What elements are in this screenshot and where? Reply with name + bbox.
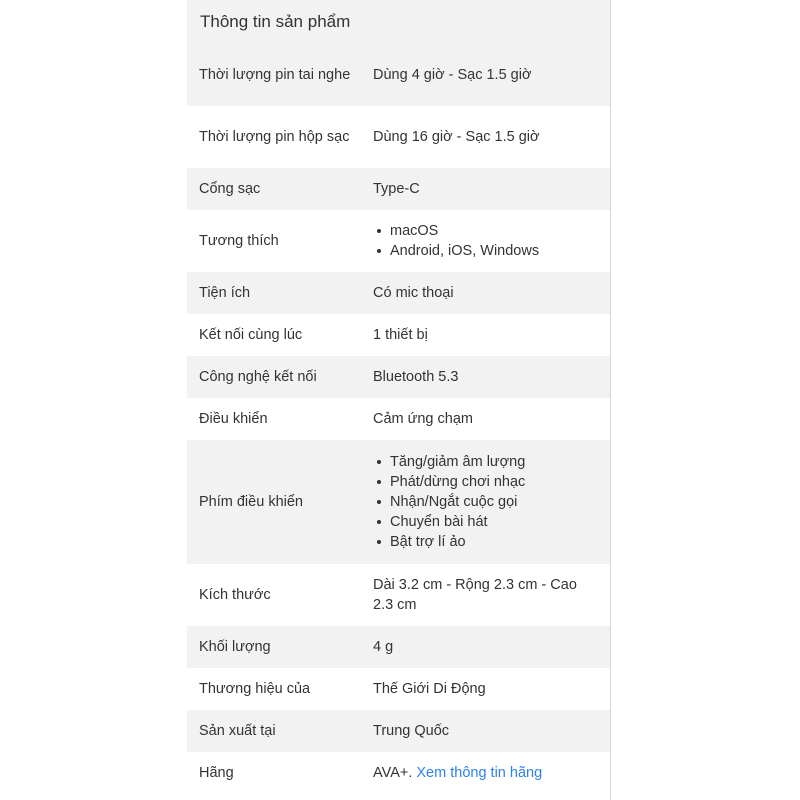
spec-row-simultaneous-connections <box>187 314 610 356</box>
spec-row-utilities <box>187 272 610 314</box>
spec-value <box>373 763 610 783</box>
spec-label: Công nghệ kết nối <box>199 369 317 385</box>
spec-value: 4 g <box>373 639 394 655</box>
view-brand-info-link[interactable]: Xem thông tin hãng <box>416 765 543 781</box>
list-item: Phát/dừng chơi nhạc <box>373 472 600 492</box>
spec-row-case-battery <box>187 106 610 168</box>
spec-row-brand-of <box>187 668 610 710</box>
spec-value: Dài 3.2 cm - Rộng 2.3 cm - Cao 2.3 cm <box>373 577 577 613</box>
spec-value: Dùng 4 giờ - Sạc 1.5 giờ <box>373 67 532 83</box>
spec-label: Cổng sạc <box>199 181 261 197</box>
spec-value: Thế Giới Di Động <box>373 681 486 697</box>
spec-value: Dùng 16 giờ - Sạc 1.5 giờ <box>373 129 540 145</box>
list-item: Bật trợ lí ảo <box>373 532 600 552</box>
spec-row-weight <box>187 626 610 668</box>
spec-value: Có mic thoại <box>373 285 454 301</box>
spec-row-control-keys <box>187 440 610 564</box>
list-item: Android, iOS, Windows <box>373 241 600 261</box>
spec-value <box>373 221 610 261</box>
list-item: Chuyển bài hát <box>373 512 600 532</box>
spec-value: 1 thiết bị <box>373 327 428 343</box>
spec-row-made-in <box>187 710 610 752</box>
spec-row-dimensions <box>187 564 610 626</box>
spec-label: Khối lượng <box>199 639 271 655</box>
list-item: Nhận/Ngắt cuộc gọi <box>373 492 600 512</box>
panel-title: Thông tin sản phẩm <box>187 0 610 44</box>
panel-border <box>610 0 611 800</box>
product-info-panel <box>187 0 610 800</box>
spec-row-manufacturer <box>187 752 610 794</box>
spec-value: Bluetooth 5.3 <box>373 369 459 385</box>
spec-label: Tương thích <box>199 233 279 249</box>
spec-value: Trung Quốc <box>373 723 450 739</box>
manufacturer-name: AVA+. <box>373 765 413 781</box>
spec-label: Thương hiệu của <box>199 681 311 697</box>
spec-row-connection-technology <box>187 356 610 398</box>
spec-row-controls <box>187 398 610 440</box>
spec-label: Thời lượng pin tai nghe <box>199 67 351 83</box>
spec-row-earbud-battery <box>187 44 610 106</box>
spec-label: Kích thước <box>199 587 271 603</box>
spec-label: Tiện ích <box>199 285 251 301</box>
list-item: Tăng/giảm âm lượng <box>373 452 600 472</box>
spec-row-charging-port <box>187 168 610 210</box>
spec-label: Thời lượng pin hộp sạc <box>199 129 350 145</box>
spec-value: Type-C <box>373 181 420 197</box>
spec-label: Sản xuất tại <box>199 723 276 739</box>
spec-label: Phím điều khiển <box>199 494 303 510</box>
spec-label: Kết nối cùng lúc <box>199 327 303 343</box>
spec-label: Điều khiển <box>199 411 268 427</box>
spec-value <box>373 452 610 552</box>
list-item: macOS <box>373 221 600 241</box>
spec-label: Hãng <box>199 765 234 781</box>
spec-row-compatibility <box>187 210 610 272</box>
spec-value: Cảm ứng chạm <box>373 411 473 427</box>
